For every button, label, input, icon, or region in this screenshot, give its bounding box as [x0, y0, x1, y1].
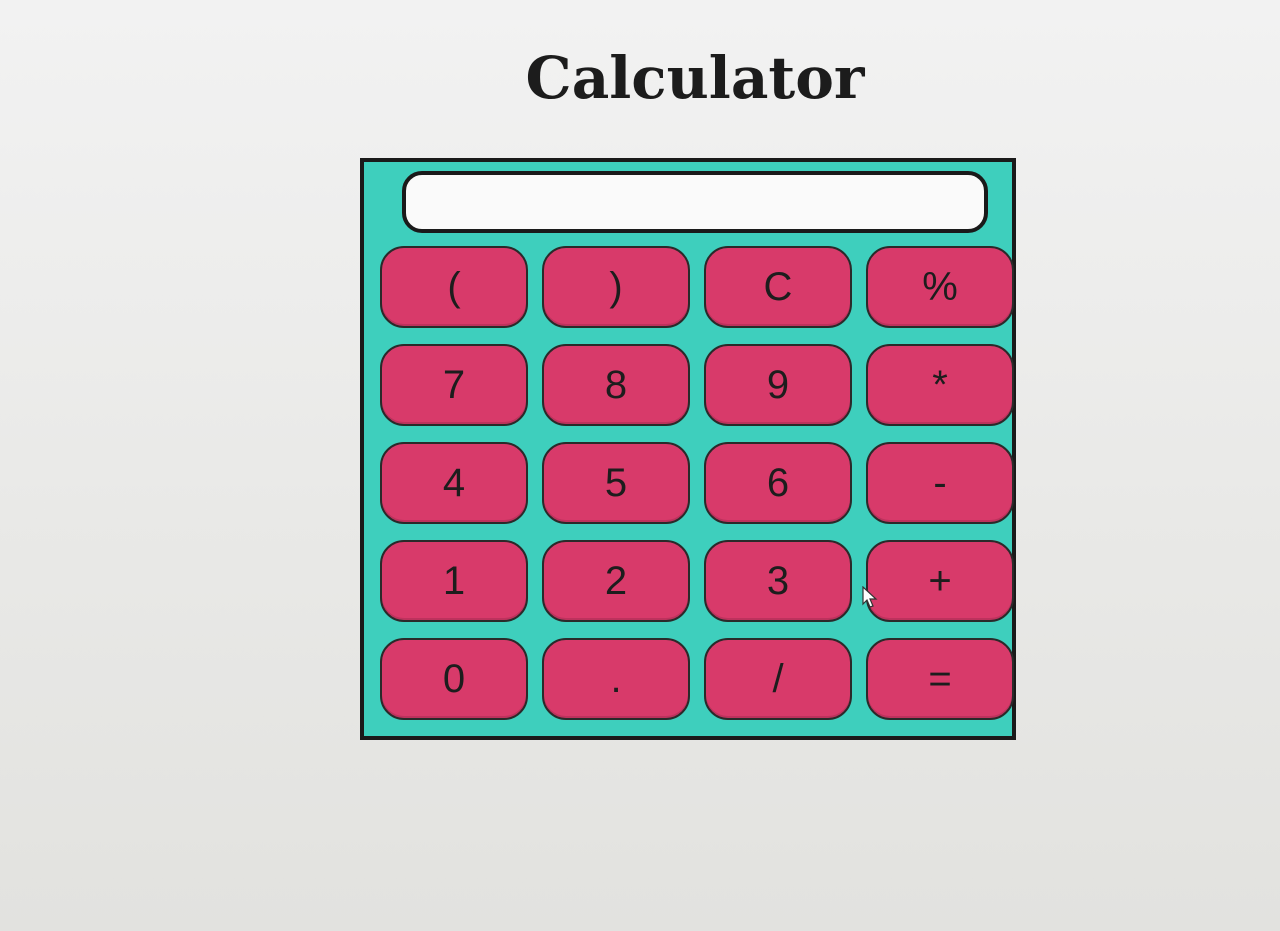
calculator-display[interactable]: [402, 171, 988, 233]
mouse-pointer-icon: [862, 586, 878, 608]
divide-button[interactable]: /: [704, 638, 852, 720]
open-paren-button[interactable]: (: [380, 246, 528, 328]
close-paren-button[interactable]: ): [542, 246, 690, 328]
equals-button[interactable]: =: [866, 638, 1014, 720]
digit-1-button[interactable]: 1: [380, 540, 528, 622]
digit-6-button[interactable]: 6: [704, 442, 852, 524]
page-title: Calculator: [525, 44, 865, 112]
subtract-button[interactable]: -: [866, 442, 1014, 524]
multiply-button[interactable]: *: [866, 344, 1014, 426]
digit-7-button[interactable]: 7: [380, 344, 528, 426]
add-button[interactable]: +: [866, 540, 1014, 622]
percent-button[interactable]: %: [866, 246, 1014, 328]
digit-3-button[interactable]: 3: [704, 540, 852, 622]
digit-8-button[interactable]: 8: [542, 344, 690, 426]
digit-2-button[interactable]: 2: [542, 540, 690, 622]
clear-button[interactable]: C: [704, 246, 852, 328]
keypad: [380, 246, 1014, 720]
digit-9-button[interactable]: 9: [704, 344, 852, 426]
decimal-button[interactable]: .: [542, 638, 690, 720]
digit-5-button[interactable]: 5: [542, 442, 690, 524]
calculator-panel: [360, 158, 1016, 740]
digit-4-button[interactable]: 4: [380, 442, 528, 524]
digit-0-button[interactable]: 0: [380, 638, 528, 720]
